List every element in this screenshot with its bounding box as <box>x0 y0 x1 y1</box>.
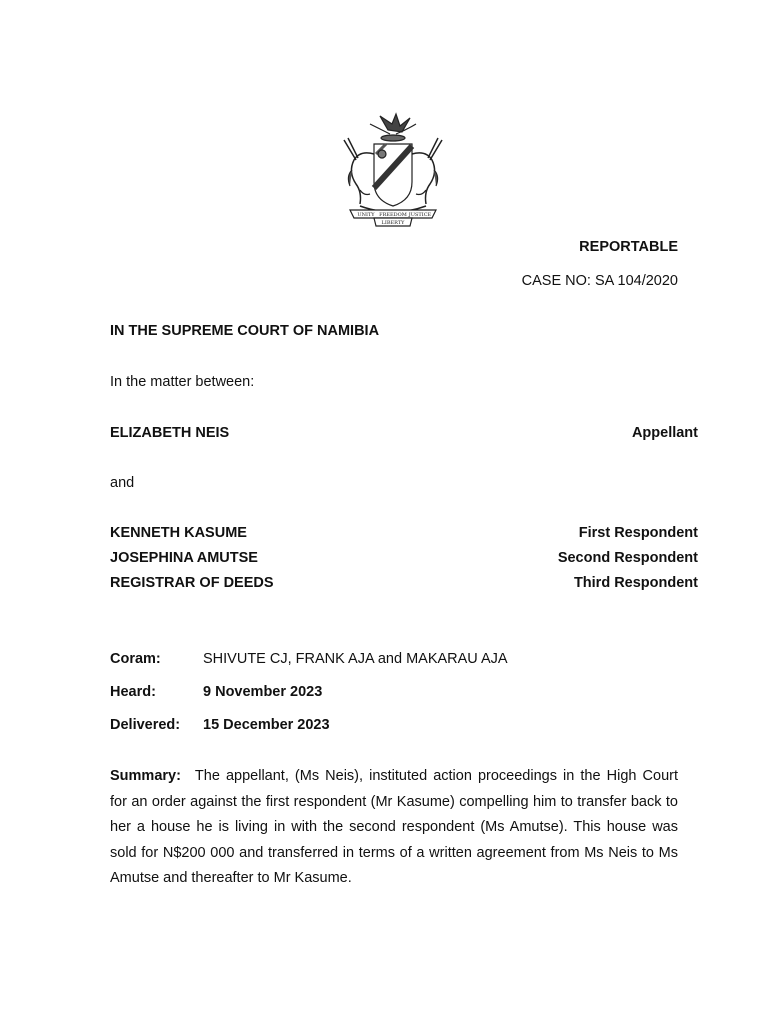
heard-label: Heard: <box>110 684 156 700</box>
respondent-1-role: First Respondent <box>578 525 698 541</box>
motto-bottom: LIBERTY <box>381 220 405 226</box>
namibia-coat-of-arms-icon <box>330 110 456 228</box>
motto-middle: FREEDOM <box>379 212 407 218</box>
delivered-value: 15 December 2023 <box>203 717 330 733</box>
respondent-1-name: KENNETH KASUME <box>110 525 247 541</box>
respondent-2-role: Second Respondent <box>557 550 698 566</box>
summary-paragraph <box>110 764 678 892</box>
and-conjunction: and <box>110 475 135 491</box>
respondent-3-role: Third Respondent <box>573 575 698 591</box>
coram-label: Coram: <box>110 651 161 667</box>
case-number: CASE NO: SA 104/2020 <box>521 273 678 289</box>
delivered-label: Delivered: <box>110 717 181 733</box>
heard-value: 9 November 2023 <box>203 684 323 700</box>
motto-right: JUSTICE <box>408 212 432 218</box>
court-title: IN THE SUPREME COURT OF NAMIBIA <box>110 323 380 339</box>
matter-between: In the matter between: <box>110 374 255 390</box>
respondent-3-name: REGISTRAR OF DEEDS <box>110 575 274 591</box>
summary-text: The appellant, (Ms Neis), instituted action proceedings in the High Court for an order against the first respondent (Mr Kasume) compelling him to transfer back to her a house he is living in with the second respondent (Ms Amutse). This house was sold for N$200 000 and transferred in terms of a written agreement from Ms Neis to Ms Amutse and thereafter to Mr Kasume. <box>110 768 678 886</box>
appellant-name: ELIZABETH NEIS <box>110 425 230 441</box>
coram-value: SHIVUTE CJ, FRANK AJA and MAKARAU AJA <box>203 651 508 667</box>
respondent-2-name: JOSEPHINA AMUTSE <box>110 550 258 566</box>
motto-left: UNITY <box>357 212 375 218</box>
reportable-label: REPORTABLE <box>579 239 678 255</box>
appellant-role: Appellant <box>631 425 698 441</box>
summary-label: Summary: <box>110 768 181 784</box>
